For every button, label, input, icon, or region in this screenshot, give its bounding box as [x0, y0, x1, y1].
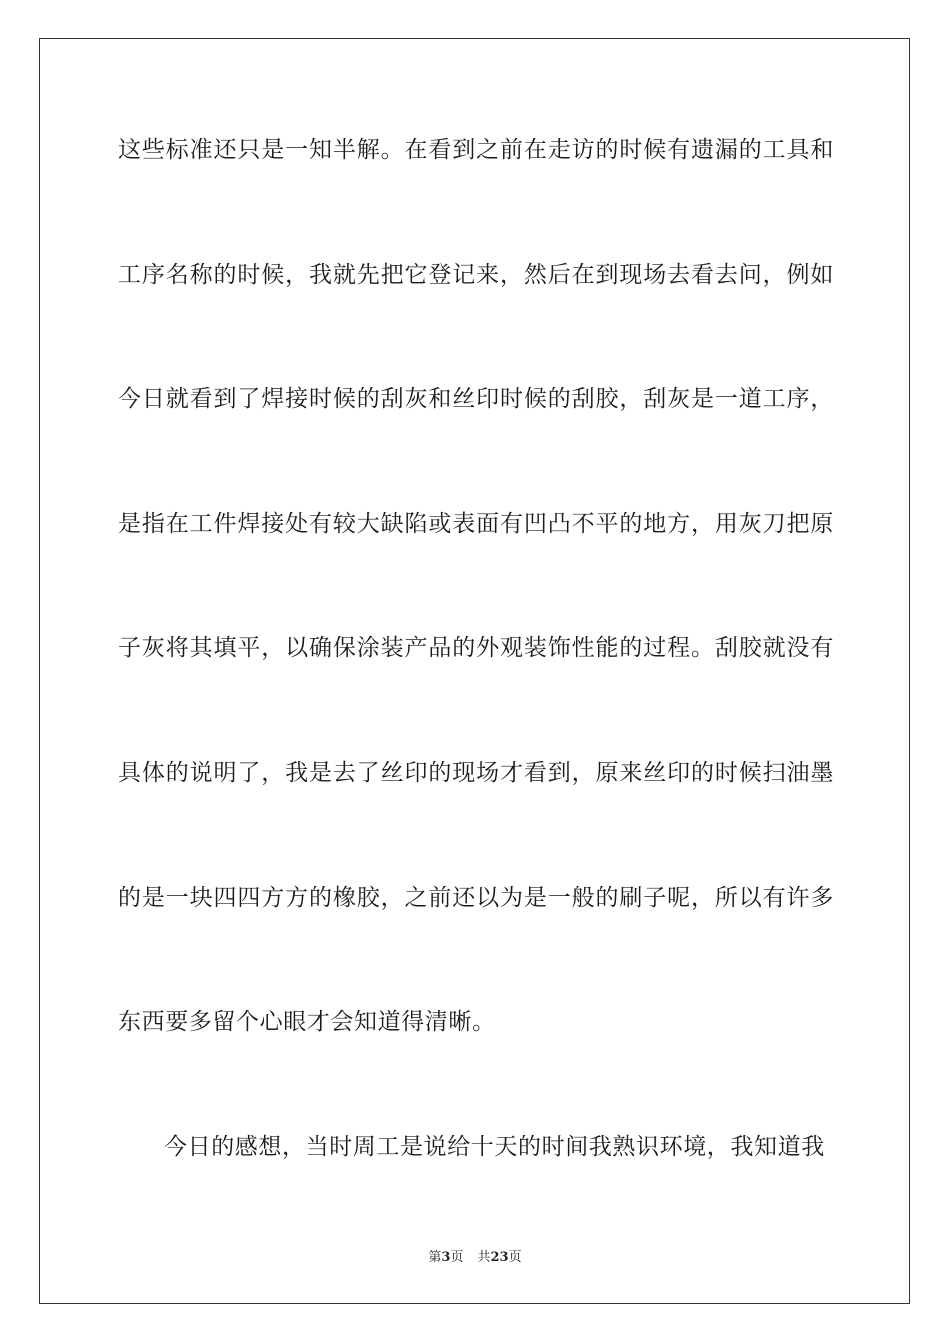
total-suffix: 页	[508, 1250, 522, 1265]
paragraph-first-line: 今日的感想，当时周工是说给十天的时间我熟识环境，我知道我	[164, 1133, 825, 1160]
text-line: 这些标准还只是一知半解。在看到之前在走访的时候有遗漏的工具和	[118, 137, 834, 163]
text-line: 东西要多留个心眼才会知道得清晰。	[118, 1009, 496, 1036]
total-pages: 23	[490, 1250, 509, 1265]
page-number: 3	[441, 1250, 451, 1265]
text-line: 子灰将其填平，以确保涂装产品的外观装饰性能的过程。刮胶就没有	[118, 635, 834, 662]
total-prefix: 共	[477, 1250, 491, 1265]
text-line: 具体的说明了，我是去了丝印的现场才看到，原来丝印的时候扫油墨	[118, 759, 834, 786]
text-line: 是指在工件焊接处有较大缺陷或表面有凹凸不平的地方，用灰刀把原	[118, 510, 834, 537]
page-prefix: 第	[428, 1250, 442, 1265]
text-line: 今日就看到了焊接时候的刮灰和丝印时候的刮胶，刮灰是一道工序，	[118, 386, 834, 413]
document-body	[118, 130, 834, 1251]
page-footer	[0, 1246, 950, 1265]
text-line: 工序名称的时候，我就先把它登记来，然后在到现场去看去问，例如	[118, 261, 834, 288]
text-line: 的是一块四四方方的橡胶，之前还以为是一般的刷子呢，所以有许多	[118, 884, 834, 911]
page-suffix: 页	[450, 1250, 464, 1265]
